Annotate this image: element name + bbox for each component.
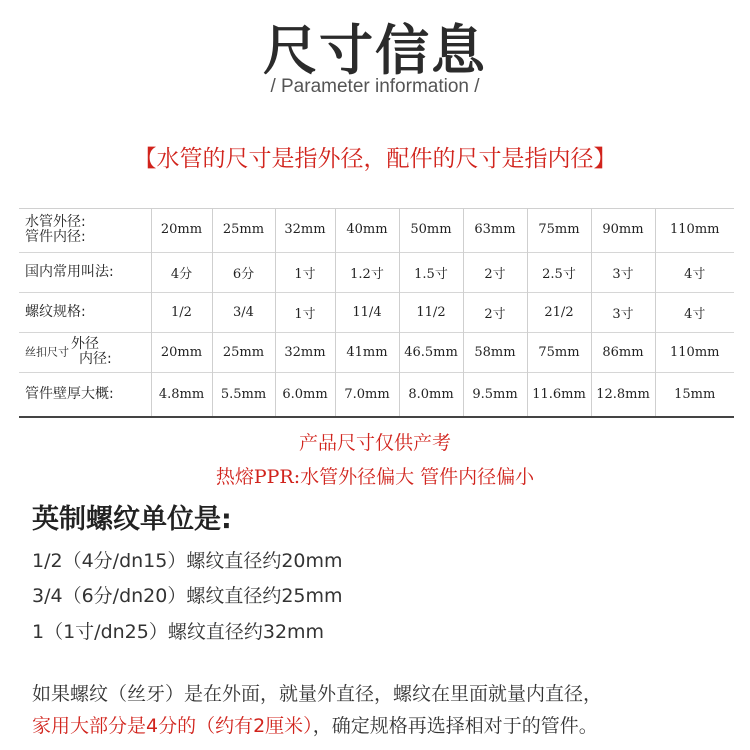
table-cell: 4寸: [655, 292, 734, 332]
table-cell: 5.5mm: [212, 372, 275, 416]
table-cell: 32mm: [275, 208, 335, 252]
table-cell: 9.5mm: [463, 372, 527, 416]
table-cell: 12.8mm: [591, 372, 655, 416]
row-label-stack: [71, 337, 112, 367]
table-cell: 25mm: [212, 332, 275, 372]
size-spec-table: [19, 208, 734, 416]
row-label-part: 外径: [71, 336, 99, 352]
table-cell: 2.5寸: [527, 252, 591, 292]
table-cell: 21/2: [527, 292, 591, 332]
row-label-part: 国内常用叫法:: [25, 263, 114, 280]
table-cell: 11.6mm: [527, 372, 591, 416]
table-cell: 1.2寸: [335, 252, 399, 292]
table-cell: 46.5mm: [399, 332, 463, 372]
footer-line-2: [32, 711, 598, 738]
thread-item: 1（1寸/dn25）螺纹直径约32mm: [32, 621, 325, 643]
row-label-part: 内径:: [79, 351, 112, 367]
table-cell: 110mm: [670, 222, 720, 238]
footer-highlight: 家用大部分是4分的（约有2厘米）: [32, 715, 313, 737]
row-label-part: 螺纹规格:: [25, 303, 86, 320]
table-cell: 90mm: [591, 208, 655, 252]
thread-item: 3/4（6分/dn20）螺纹直径约25mm: [32, 585, 343, 607]
table-bottom-rule: [19, 416, 734, 418]
table-cell: 20mm: [151, 208, 212, 252]
table-row: [19, 292, 734, 332]
table-cell: 6.0mm: [275, 372, 335, 416]
row-label-part: 丝扣尺寸: [25, 345, 69, 359]
table-cell: 4寸: [655, 252, 734, 292]
row-label: [19, 372, 151, 416]
footer-line-1: 如果螺纹（丝牙）是在外面，就量外直径，螺纹在里面就量内直径，: [32, 683, 603, 705]
table-cell: 6分: [212, 252, 275, 292]
table-cell: 75mm: [527, 208, 591, 252]
table-cell: 1寸: [275, 292, 335, 332]
table-cell: 86mm: [591, 332, 655, 372]
table-cell: 58mm: [463, 332, 527, 372]
table-cell: 4.8mm: [151, 372, 212, 416]
table-cell: 110mm: [655, 332, 734, 372]
table-row: [19, 332, 734, 372]
table-cell: 25mm: [212, 208, 275, 252]
row-label-part: 管件壁厚大概:: [25, 385, 114, 402]
thread-heading: 英制螺纹单位是:: [32, 504, 232, 535]
page-subtitle: / Parameter information /: [270, 76, 480, 97]
table-cell: 1.5寸: [399, 252, 463, 292]
table-cell: 8.0mm: [399, 372, 463, 416]
note-size-reference: 产品尺寸仅供产考: [298, 432, 451, 454]
row-label-part: 水管外径:: [25, 213, 86, 230]
table-cell: 3寸: [591, 252, 655, 292]
row-label: [19, 252, 151, 292]
table-cell: 75mm: [527, 332, 591, 372]
table-cell: 11/4: [335, 292, 399, 332]
footer-rest: ，确定规格再选择相对于的管件。: [312, 715, 598, 737]
table-cell: 3/4: [212, 292, 275, 332]
table-cell: 1/2: [151, 292, 212, 332]
table-cell: 41mm: [335, 332, 399, 372]
row-label: [19, 292, 151, 332]
note-ppr: 热熔PPR:水管外径偏大 管件内径偏小: [215, 466, 535, 488]
table-cell: 2寸: [463, 252, 527, 292]
page-title: 尺寸信息: [263, 19, 487, 82]
table-cell: 4分: [151, 252, 212, 292]
size-notice: 【水管的尺寸是指外径，配件的尺寸是指内径】: [133, 146, 617, 172]
table-cell: 15mm: [655, 372, 734, 416]
row-label: [19, 208, 151, 252]
thread-item: 1/2（4分/dn15）螺纹直径约20mm: [32, 550, 343, 572]
table-cell: 7.0mm: [335, 372, 399, 416]
table-row: [19, 208, 734, 252]
row-label-part: 管件内径:: [25, 228, 86, 245]
table-cell: 1寸: [275, 252, 335, 292]
table-cell: 11/2: [399, 292, 463, 332]
table-cell: 32mm: [275, 332, 335, 372]
table-row: [19, 372, 734, 416]
table-row: [19, 252, 734, 292]
table-cell: 63mm: [463, 208, 527, 252]
table-cell: 50mm: [399, 208, 463, 252]
table-cell: 3寸: [591, 292, 655, 332]
table-cell: 20mm: [151, 332, 212, 372]
table-cell: 40mm: [335, 208, 399, 252]
row-label: [19, 332, 151, 372]
table-cell: 2寸: [463, 292, 527, 332]
